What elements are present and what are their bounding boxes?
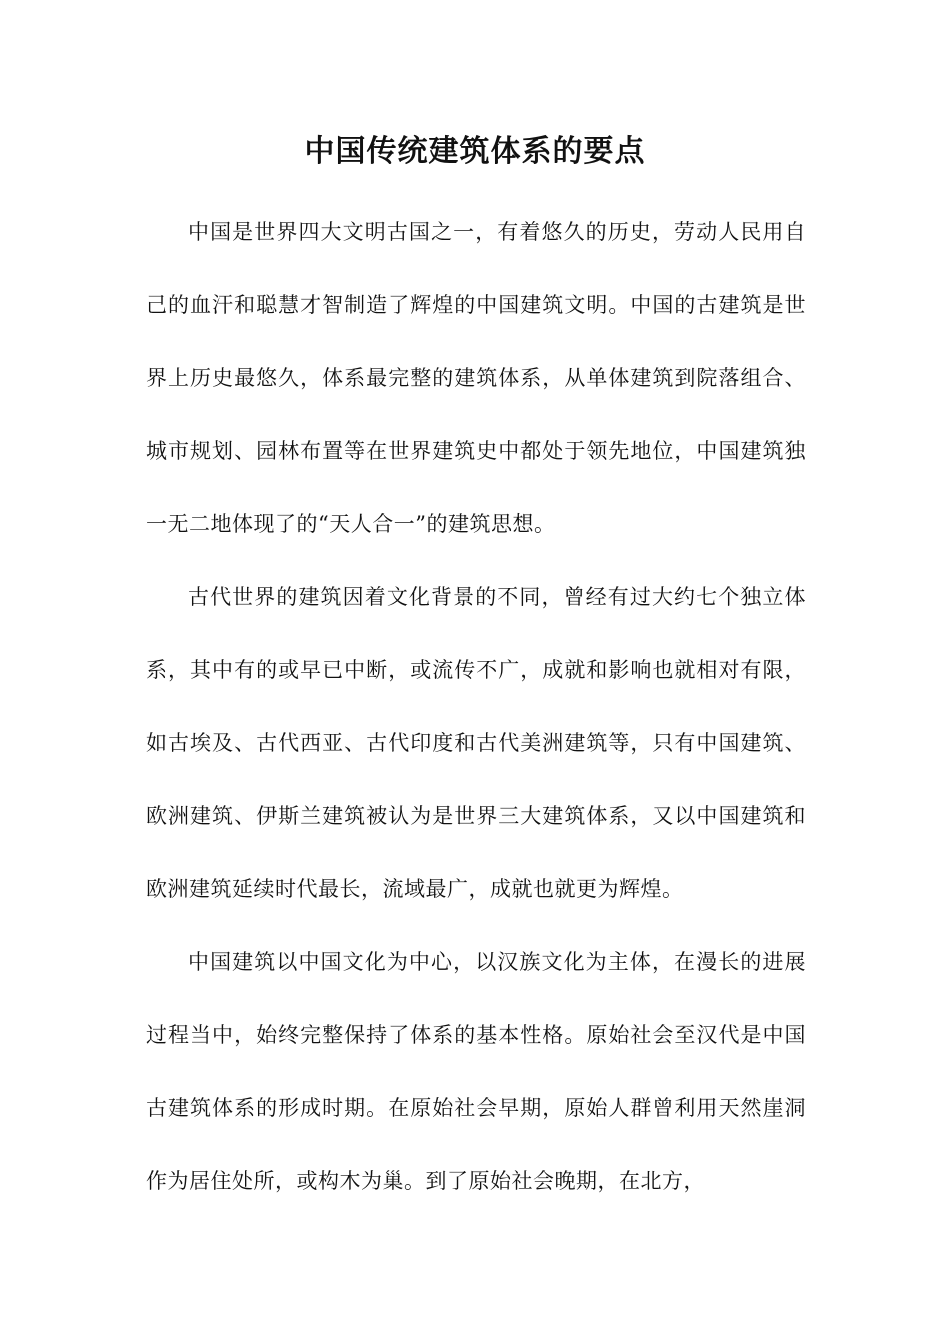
- document-body: [146, 196, 806, 1218]
- paragraph-2: 古代世界的建筑因着文化背景的不同，曾经有过大约七个独立体系，其中有的或早已中断，或流传不广，成就和影响也就相对有限，如古埃及、古代西亚、古代印度和古代美洲建筑等，只有中国建筑、欧洲建筑、伊斯兰建筑被认为是世界三大建筑体系，又以中国建筑和欧洲建筑延续时代最长，流域最广，成就也就更为辉煌。: [146, 585, 806, 901]
- page-title: 中国传统建筑体系的要点: [304, 134, 646, 169]
- paragraph-1: 中国是世界四大文明古国之一，有着悠久的历史，劳动人民用自己的血汗和聪慧才智制造了辉煌的中国建筑文明。中国的古建筑是世界上历史最悠久，体系最完整的建筑体系，从单体建筑到院落组合、城市规划、园林布置等在世界建筑史中都处于领先地位，中国建筑独一无二地体现了的“天人合一”的建筑思想。: [146, 220, 806, 536]
- paragraph-3: 中国建筑以中国文化为中心，以汉族文化为主体，在漫长的进展过程当中，始终完整保持了体系的基本性格。原始社会至汉代是中国古建筑体系的形成时期。在原始社会早期，原始人群曾利用天然崖洞作为居住处所，或构木为巢。到了原始社会晚期，在北方，: [146, 950, 806, 1193]
